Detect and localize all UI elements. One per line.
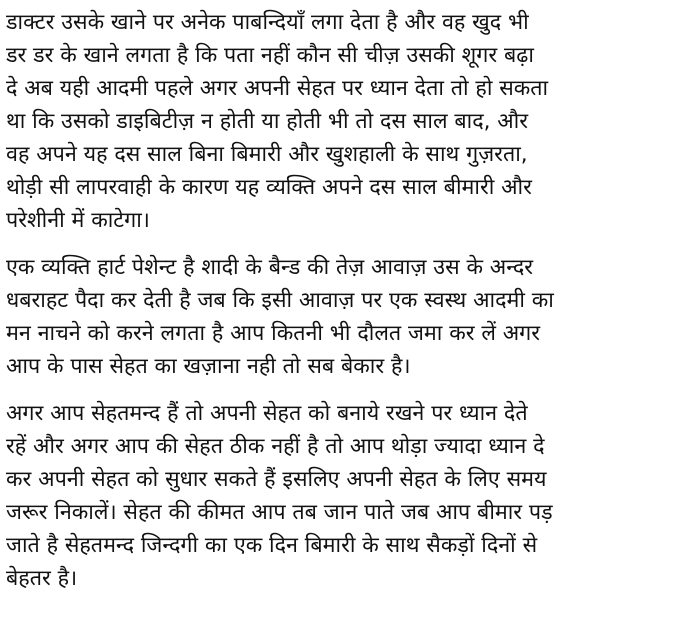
text-line: धबराहट पैदा कर देती है जब कि इसी आवाज़ पर एक स्वस्थ आदमी का: [6, 288, 554, 313]
text-line: आप के पास सेहत का खज़ाना नही तो सब बेकार है।: [6, 354, 411, 379]
text-line: बेहतर है।: [6, 566, 78, 591]
text-line: थोड़ी सी लापरवाही के कारण यह व्यक्ति अपने दस साल बीमारी और: [6, 175, 532, 200]
text-line: डर डर के खाने लगता है कि पता नहीं कौन सी चीज़ उसकी शूगर बढ़ा: [6, 43, 534, 68]
text-line: जाते है सेहतमन्द जिन्दगी का एक दिन बिमारी के साथ सैकड़ों दिनों से: [6, 533, 538, 558]
paragraph-1: [6, 6, 670, 237]
text-line: डाक्टर उसके खाने पर अनेक पाबन्दियाँ लगा देता है और वह खुद भी: [6, 10, 529, 35]
text-line: कर अपनी सेहत को सुधार सकते हैं इसलिए अपनी सेहत के लिए समय: [6, 467, 547, 492]
text-line: एक व्यक्ति हार्ट पेशेन्ट है शादी के बैन्ड की तेज़ आवाज़ उस के अन्दर: [6, 255, 534, 280]
text-line: परेशीनी में काटेगा।: [6, 208, 150, 233]
paragraph-2: [6, 251, 670, 383]
paragraph-3: [6, 397, 670, 595]
text-line: वह अपने यह दस साल बिना बिमारी और खुशहाली के साथ गुज़रता,: [6, 142, 528, 167]
text-line: था कि उसको डाइबिटीज़ न होती या होती भी तो दस साल बाद, और: [6, 109, 529, 134]
text-line: जरूर निकालें। सेहत की कीमत आप तब जान पाते जब आप बीमार पड़: [6, 500, 553, 525]
text-line: दे अब यही आदमी पहले अगर अपनी सेहत पर ध्यान देता तो हो सकता: [6, 76, 549, 101]
text-line: मन नाचने को करने लगता है आप कितनी भी दौलत जमा कर लें अगर: [6, 321, 541, 346]
text-line: अगर आप सेहतमन्द हैं तो अपनी सेहत को बनाये रखने पर ध्यान देते: [6, 401, 528, 426]
text-line: रहें और अगर आप की सेहत ठीक नहीं है तो आप थोड़ा ज्यादा ध्यान दे: [6, 434, 545, 459]
